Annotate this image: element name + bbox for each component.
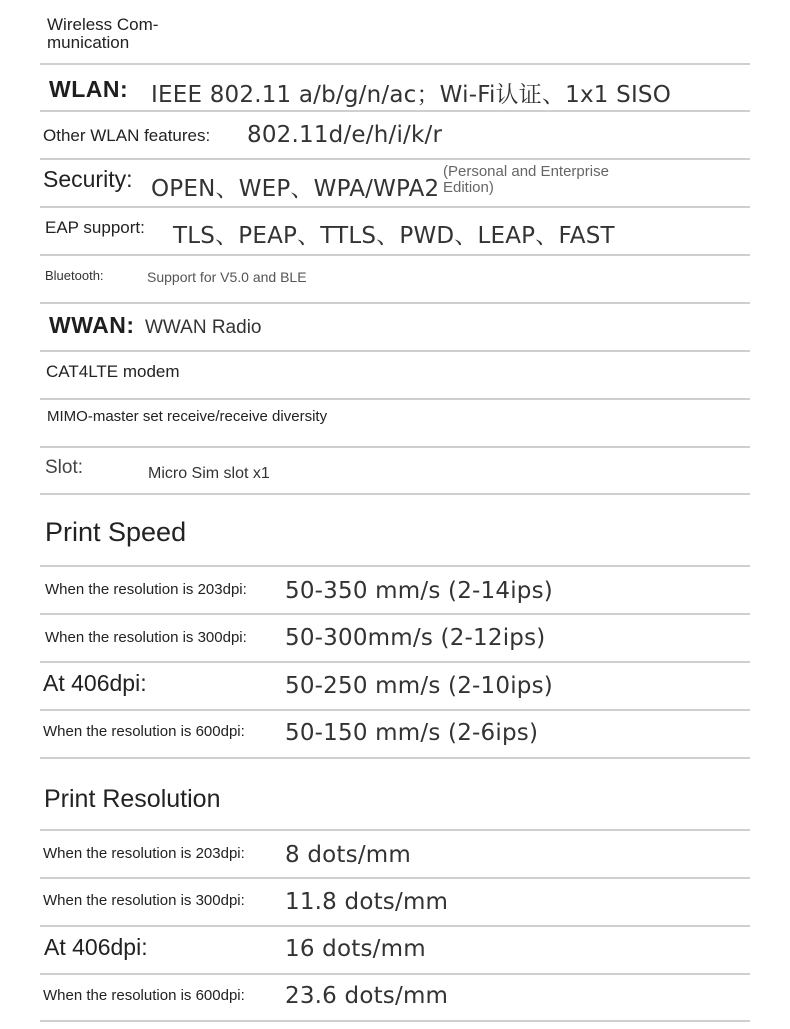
wlan-label: WLAN: [49, 76, 129, 102]
security-label: Security: [43, 166, 133, 192]
eap-value: TLS、PEAP、TTLS、PWD、LEAP、FAST [173, 223, 615, 249]
resolution-row-label: When the resolution is 300dpi: [43, 892, 245, 909]
slot-label: Slot: [45, 457, 84, 478]
resolution-row-label: At 406dpi: [44, 934, 148, 960]
security-note-line-2: Edition) [443, 179, 494, 196]
divider [40, 110, 750, 112]
security-note [443, 164, 609, 196]
divider [40, 302, 750, 304]
divider [40, 565, 750, 567]
other-wlan-value: 802.11d/e/h/i/k/r [247, 122, 443, 148]
speed-row-value: 50-350 mm/s (2-14ips) [285, 578, 553, 604]
speed-row-label: When the resolution is 203dpi: [45, 581, 247, 598]
slot-value: Micro Sim slot x1 [148, 465, 270, 482]
speed-row-value: 50-150 mm/s (2-6ips) [285, 720, 539, 746]
title-line-2: munication [47, 33, 130, 52]
divider [40, 829, 750, 831]
security-value: OPEN、WEP、WPA/WPA2 [151, 176, 440, 202]
divider [40, 973, 750, 975]
divider [40, 757, 750, 759]
bluetooth-value: Support for V5.0 and BLE [147, 269, 307, 285]
other-wlan-label: Other WLAN features: [43, 126, 211, 145]
speed-row-label: When the resolution is 600dpi: [43, 723, 245, 740]
divider [40, 493, 750, 495]
divider [40, 925, 750, 927]
divider [40, 254, 750, 256]
divider [40, 709, 750, 711]
divider [40, 63, 750, 65]
resolution-row-value: 11.8 dots/mm [285, 889, 449, 915]
modem-text: CAT4LTE modem [46, 362, 180, 381]
wwan-value: WWAN Radio [145, 317, 262, 338]
speed-row-label: When the resolution is 300dpi: [45, 629, 247, 646]
divider [40, 613, 750, 615]
speed-row-label: At 406dpi: [43, 670, 147, 696]
divider [40, 877, 750, 879]
section-title-wireless [47, 16, 158, 52]
divider [40, 350, 750, 352]
resolution-row-value: 16 dots/mm [285, 936, 426, 962]
divider [40, 446, 750, 448]
divider [40, 661, 750, 663]
wwan-label: WWAN: [49, 312, 135, 338]
resolution-row-label: When the resolution is 203dpi: [43, 845, 245, 862]
bluetooth-label: Bluetooth: [45, 268, 104, 283]
divider [40, 398, 750, 400]
security-note-line-1: (Personal and Enterprise [443, 163, 609, 180]
speed-row-value: 50-300mm/s (2-12ips) [285, 625, 546, 651]
resolution-row-label: When the resolution is 600dpi: [43, 987, 245, 1004]
print-speed-heading: Print Speed [45, 517, 187, 547]
resolution-row-value: 23.6 dots/mm [285, 983, 449, 1009]
mimo-text: MIMO-master set receive/receive diversity [47, 408, 328, 425]
wlan-value: IEEE 802.11 a/b/g/n/ac；Wi-Fi认证、1x1 SISO [151, 82, 672, 108]
print-resolution-heading: Print Resolution [44, 785, 221, 813]
speed-row-value: 50-250 mm/s (2-10ips) [285, 673, 553, 699]
divider [40, 158, 750, 160]
title-line-1: Wireless Com- [47, 15, 159, 34]
divider [40, 206, 750, 208]
divider [40, 1020, 750, 1022]
resolution-row-value: 8 dots/mm [285, 842, 411, 868]
eap-label: EAP support: [45, 218, 145, 237]
